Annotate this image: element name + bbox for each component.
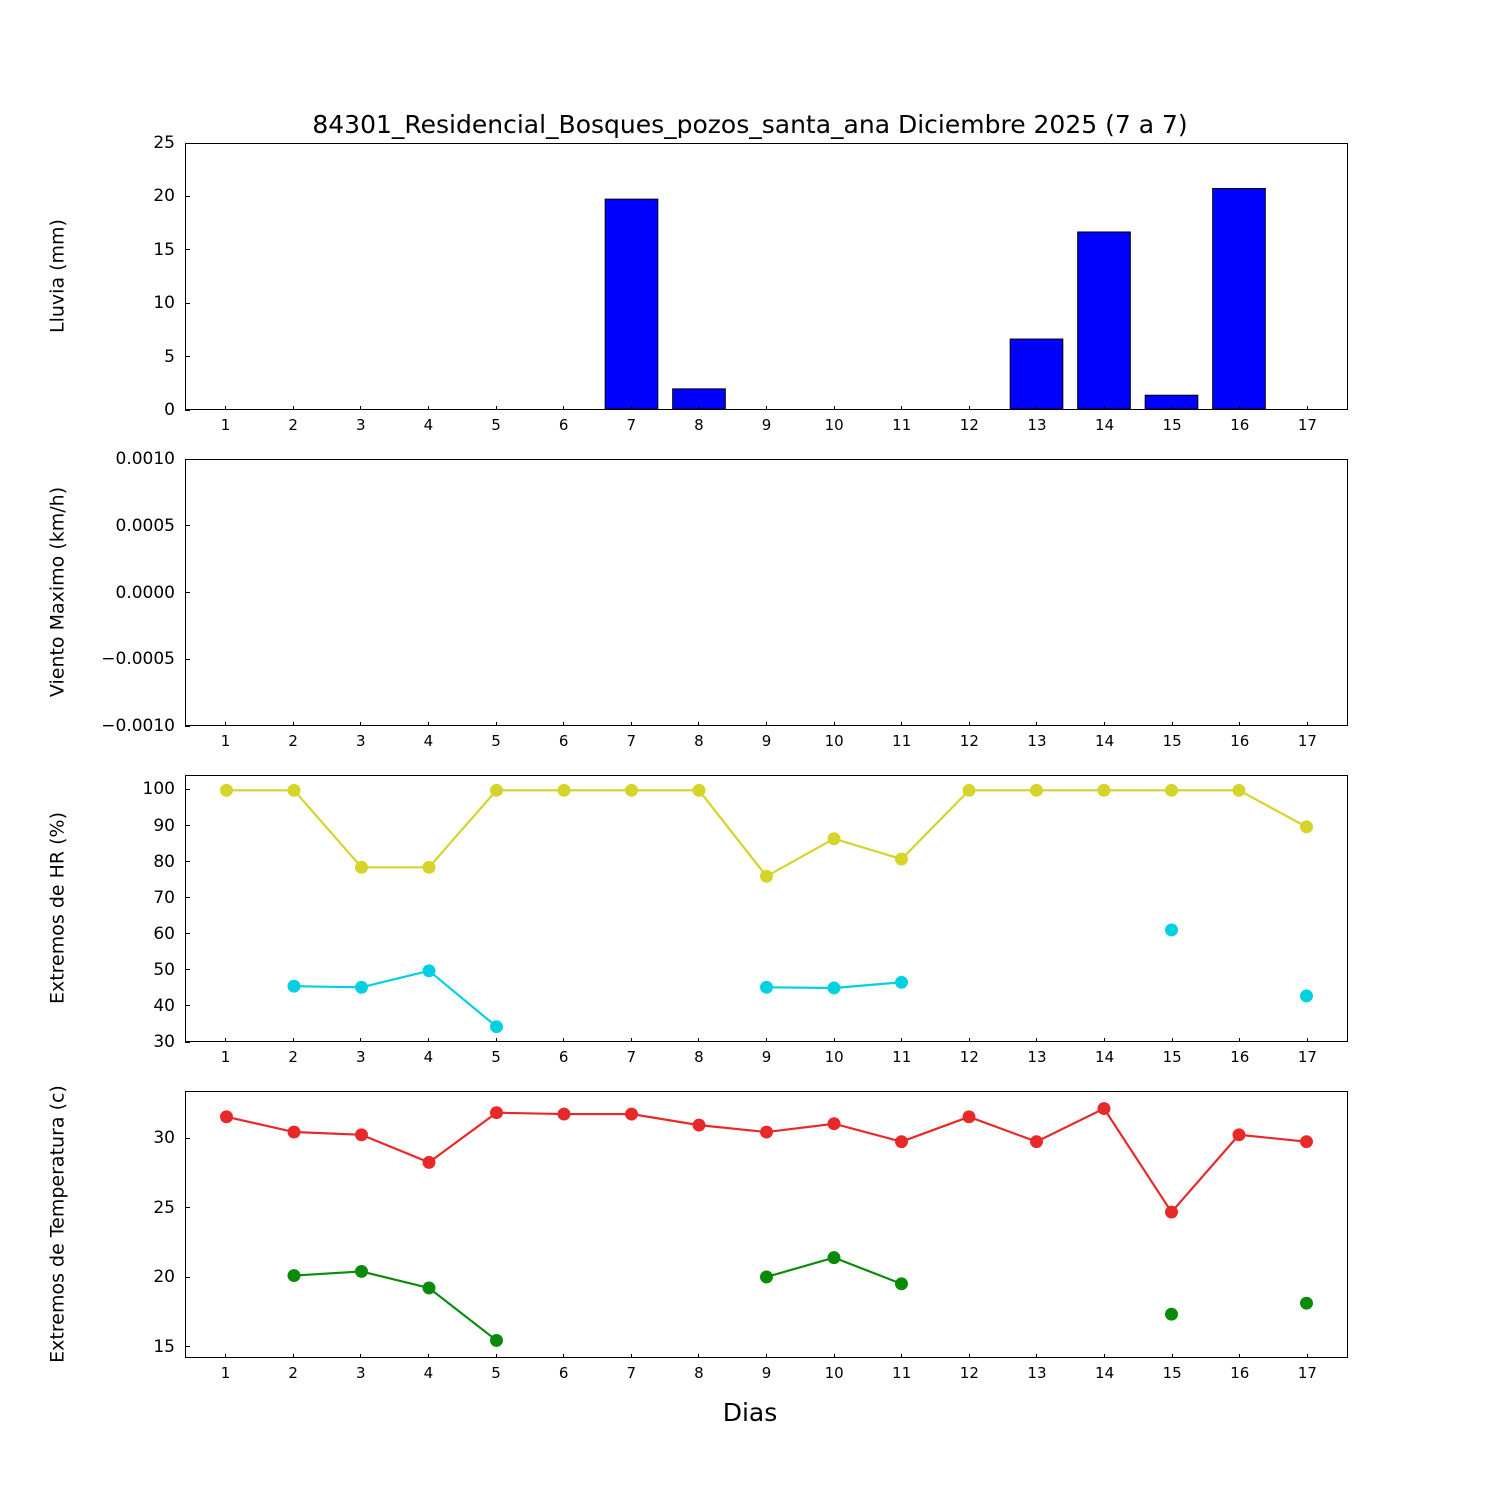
marker-temp-s0-day-15 bbox=[1166, 1206, 1178, 1218]
x-tick-label-16: 16 bbox=[1230, 1048, 1250, 1066]
x-tickmark bbox=[360, 722, 361, 726]
x-tick-label-3: 3 bbox=[356, 416, 366, 434]
x-tick-label-13: 13 bbox=[1027, 416, 1047, 434]
y-tickmark bbox=[185, 525, 190, 526]
x-tick-label-10: 10 bbox=[824, 1364, 844, 1382]
x-tickmark bbox=[969, 1038, 970, 1042]
x-tick-label-14: 14 bbox=[1095, 1364, 1115, 1382]
x-tickmark bbox=[496, 1354, 497, 1358]
y-axis-label-lluvia: Lluvia (mm) bbox=[46, 218, 68, 333]
marker-hr-s0-day-17 bbox=[1301, 821, 1313, 833]
x-tick-label-12: 12 bbox=[959, 732, 979, 750]
x-tickmark bbox=[1239, 722, 1240, 726]
y-tickmark bbox=[185, 861, 190, 862]
y-tick-label: 0.0010 bbox=[115, 449, 175, 469]
x-tickmark bbox=[969, 406, 970, 410]
x-tick-label-1: 1 bbox=[220, 732, 231, 750]
x-tickmark bbox=[1239, 406, 1240, 410]
marker-temp-s1-day-15 bbox=[1166, 1308, 1178, 1320]
x-tickmark bbox=[766, 1354, 767, 1358]
marker-hr-s1-day-5 bbox=[491, 1021, 503, 1033]
x-tick-label-6: 6 bbox=[558, 416, 569, 434]
marker-temp-s0-day-3 bbox=[356, 1129, 368, 1141]
x-tickmark bbox=[766, 406, 767, 410]
y-tickmark bbox=[185, 1042, 190, 1043]
x-tick-label-2: 2 bbox=[288, 1048, 298, 1066]
marker-hr-s0-day-11 bbox=[896, 853, 908, 865]
x-tickmark bbox=[834, 722, 835, 726]
marker-temp-s0-day-16 bbox=[1233, 1129, 1245, 1141]
x-tickmark bbox=[631, 1038, 632, 1042]
marker-hr-s0-day-13 bbox=[1031, 784, 1043, 796]
y-tickmark bbox=[185, 1277, 190, 1278]
panel-hr bbox=[185, 775, 1348, 1042]
x-tick-label-1: 1 bbox=[220, 1364, 231, 1382]
bar-day-13 bbox=[1010, 339, 1063, 409]
x-tick-label-9: 9 bbox=[761, 416, 772, 434]
y-tick-label: 30 bbox=[153, 1032, 175, 1052]
y-tickmark bbox=[185, 897, 190, 898]
x-tickmark bbox=[1104, 1354, 1105, 1358]
marker-temp-s0-day-12 bbox=[963, 1111, 975, 1123]
x-tick-label-15: 15 bbox=[1162, 732, 1182, 750]
y-tickmark bbox=[185, 825, 190, 826]
x-tickmark bbox=[1036, 722, 1037, 726]
y-tickmark bbox=[185, 969, 190, 970]
x-tick-label-3: 3 bbox=[356, 1048, 366, 1066]
x-tick-label-16: 16 bbox=[1230, 732, 1250, 750]
x-tickmark bbox=[1307, 406, 1308, 410]
x-tick-label-13: 13 bbox=[1027, 1364, 1047, 1382]
x-tickmark bbox=[901, 722, 902, 726]
marker-hr-s0-day-4 bbox=[423, 861, 435, 873]
x-tick-label-14: 14 bbox=[1095, 732, 1115, 750]
x-tickmark bbox=[1172, 1038, 1173, 1042]
x-tickmark bbox=[834, 1354, 835, 1358]
x-tickmark bbox=[1036, 1038, 1037, 1042]
x-tick-label-15: 15 bbox=[1162, 1364, 1182, 1382]
x-tickmark bbox=[563, 1354, 564, 1358]
x-tickmark bbox=[225, 722, 226, 726]
x-tick-label-17: 17 bbox=[1297, 416, 1317, 434]
y-tickmark bbox=[185, 726, 190, 727]
x-tickmark bbox=[360, 1038, 361, 1042]
x-tick-label-10: 10 bbox=[824, 1048, 844, 1066]
y-tickmark bbox=[185, 933, 190, 934]
x-tickmark bbox=[1104, 406, 1105, 410]
x-tick-label-10: 10 bbox=[824, 732, 844, 750]
marker-temp-s1-day-10 bbox=[828, 1252, 840, 1264]
marker-temp-s0-day-5 bbox=[491, 1107, 503, 1119]
x-tick-label-17: 17 bbox=[1297, 1048, 1317, 1066]
y-tick-label: 0.0005 bbox=[115, 515, 175, 536]
y-tickmark bbox=[185, 1005, 190, 1006]
y-axis-label-temperatura: Extremos de Temperatura (c) bbox=[46, 1084, 68, 1363]
x-tick-label-6: 6 bbox=[558, 732, 569, 750]
x-tickmark bbox=[631, 722, 632, 726]
marker-temp-s1-day-4 bbox=[423, 1282, 435, 1294]
y-tick-label: 25 bbox=[153, 1197, 175, 1218]
y-tick-label: −0.0010 bbox=[101, 716, 175, 736]
x-tick-label-8: 8 bbox=[694, 416, 704, 434]
x-tickmark bbox=[496, 722, 497, 726]
y-tickmark bbox=[185, 1138, 190, 1139]
x-tick-label-11: 11 bbox=[892, 416, 912, 434]
y-tick-label: 15 bbox=[153, 1336, 175, 1357]
x-tick-label-2: 2 bbox=[288, 732, 298, 750]
marker-hr-s1-day-17 bbox=[1301, 990, 1313, 1002]
y-tick-label: 10 bbox=[153, 293, 175, 314]
x-tick-label-5: 5 bbox=[491, 416, 501, 434]
marker-temp-s1-day-3 bbox=[356, 1265, 368, 1277]
x-tick-label-7: 7 bbox=[626, 416, 637, 434]
y-tickmark bbox=[185, 249, 190, 250]
x-tick-label-15: 15 bbox=[1162, 416, 1182, 434]
marker-temp-s0-day-1 bbox=[221, 1111, 233, 1123]
y-tick-label: 15 bbox=[153, 239, 175, 260]
x-tickmark bbox=[901, 406, 902, 410]
y-tick-label: 5 bbox=[164, 346, 175, 367]
x-tick-label-1: 1 bbox=[220, 1048, 231, 1066]
x-tick-label-4: 4 bbox=[423, 1048, 434, 1066]
y-tick-label: 70 bbox=[153, 887, 175, 908]
x-tick-label-14: 14 bbox=[1095, 1048, 1115, 1066]
x-tick-label-3: 3 bbox=[356, 1364, 366, 1382]
x-tick-label-7: 7 bbox=[626, 1364, 637, 1382]
marker-temp-s0-day-7 bbox=[626, 1108, 638, 1120]
marker-temp-s0-day-11 bbox=[896, 1136, 908, 1148]
x-tickmark bbox=[1172, 1354, 1173, 1358]
x-tick-label-6: 6 bbox=[558, 1048, 569, 1066]
plot-area-lluvia bbox=[186, 144, 1347, 409]
marker-hr-s0-day-3 bbox=[356, 861, 368, 873]
x-tick-label-9: 9 bbox=[761, 732, 772, 750]
x-tick-label-8: 8 bbox=[694, 1048, 704, 1066]
x-tickmark bbox=[901, 1038, 902, 1042]
x-tick-label-12: 12 bbox=[959, 1364, 979, 1382]
marker-temp-s1-day-2 bbox=[288, 1270, 300, 1282]
marker-hr-s0-day-7 bbox=[626, 784, 638, 796]
x-tickmark bbox=[1307, 722, 1308, 726]
x-tick-label-3: 3 bbox=[356, 732, 366, 750]
x-tick-label-1: 1 bbox=[220, 416, 231, 434]
y-tickmark bbox=[185, 303, 190, 304]
x-tick-label-9: 9 bbox=[761, 1364, 772, 1382]
marker-hr-s0-day-15 bbox=[1166, 784, 1178, 796]
x-tickmark bbox=[1036, 1354, 1037, 1358]
x-tickmark bbox=[563, 406, 564, 410]
x-tickmark bbox=[360, 1354, 361, 1358]
x-tickmark bbox=[293, 1354, 294, 1358]
panel-lluvia bbox=[185, 143, 1348, 410]
y-tickmark bbox=[185, 196, 190, 197]
marker-hr-s0-day-10 bbox=[828, 833, 840, 845]
x-tickmark bbox=[563, 722, 564, 726]
marker-hr-s1-day-11 bbox=[896, 976, 908, 988]
x-tickmark bbox=[1307, 1354, 1308, 1358]
marker-hr-s0-day-9 bbox=[761, 870, 773, 882]
x-tick-label-5: 5 bbox=[491, 732, 501, 750]
x-tickmark bbox=[496, 406, 497, 410]
marker-temp-s0-day-2 bbox=[288, 1126, 300, 1138]
marker-temp-s0-day-9 bbox=[761, 1126, 773, 1138]
bar-day-7 bbox=[605, 199, 658, 409]
x-tick-label-10: 10 bbox=[824, 416, 844, 434]
marker-temp-s1-day-17 bbox=[1301, 1297, 1313, 1309]
x-tick-label-4: 4 bbox=[423, 416, 434, 434]
x-tick-label-5: 5 bbox=[491, 1364, 501, 1382]
line-temp-series-0 bbox=[227, 1109, 1307, 1213]
x-tickmark bbox=[225, 1038, 226, 1042]
x-tick-label-9: 9 bbox=[761, 1048, 772, 1066]
x-axis-label: Dias bbox=[722, 1398, 778, 1427]
x-tick-label-17: 17 bbox=[1297, 732, 1317, 750]
plot-area-hr bbox=[186, 776, 1347, 1041]
bar-day-14 bbox=[1078, 232, 1131, 409]
marker-hr-s1-day-9 bbox=[761, 981, 773, 993]
x-tick-label-11: 11 bbox=[892, 732, 912, 750]
marker-temp-s1-day-5 bbox=[491, 1334, 503, 1346]
page-title: 84301_Residencial_Bosques_pozos_santa_ana Diciembre 2025 (7 a 7) bbox=[312, 110, 1188, 139]
marker-temp-s1-day-9 bbox=[761, 1271, 773, 1283]
y-tick-label: 90 bbox=[153, 815, 175, 836]
x-tick-label-11: 11 bbox=[892, 1048, 912, 1066]
x-tick-label-12: 12 bbox=[959, 416, 979, 434]
x-tickmark bbox=[698, 406, 699, 410]
x-tickmark bbox=[1239, 1354, 1240, 1358]
y-tick-label: 25 bbox=[153, 133, 175, 153]
x-tickmark bbox=[293, 1038, 294, 1042]
y-tick-label: 20 bbox=[153, 1267, 175, 1288]
marker-hr-s0-day-16 bbox=[1233, 784, 1245, 796]
x-tickmark bbox=[563, 1038, 564, 1042]
x-tickmark bbox=[834, 1038, 835, 1042]
x-tick-label-11: 11 bbox=[892, 1364, 912, 1382]
x-tickmark bbox=[969, 722, 970, 726]
marker-hr-s1-day-10 bbox=[828, 982, 840, 994]
y-tick-label: 60 bbox=[153, 923, 175, 944]
y-tickmark bbox=[185, 659, 190, 660]
x-tickmark bbox=[360, 406, 361, 410]
panel-temperatura bbox=[185, 1091, 1348, 1358]
y-tick-label: 80 bbox=[153, 851, 175, 872]
marker-temp-s0-day-6 bbox=[558, 1108, 570, 1120]
y-tickmark bbox=[185, 1346, 190, 1347]
x-tickmark bbox=[496, 1038, 497, 1042]
marker-hr-s0-day-14 bbox=[1098, 784, 1110, 796]
x-tickmark bbox=[631, 1354, 632, 1358]
x-tickmark bbox=[1239, 1038, 1240, 1042]
x-tick-label-8: 8 bbox=[694, 1364, 704, 1382]
marker-hr-s0-day-2 bbox=[288, 784, 300, 796]
plot-area-viento bbox=[186, 460, 1347, 725]
marker-hr-s1-day-3 bbox=[356, 981, 368, 993]
x-tick-label-17: 17 bbox=[1297, 1364, 1317, 1382]
x-tick-label-7: 7 bbox=[626, 732, 637, 750]
line-temp-series-1 bbox=[294, 1271, 496, 1340]
y-axis-label-hr: Extremos de HR (%) bbox=[46, 811, 68, 1004]
x-tickmark bbox=[293, 406, 294, 410]
y-tickmark bbox=[185, 459, 190, 460]
y-tick-label: 20 bbox=[153, 186, 175, 207]
y-tick-label: 30 bbox=[153, 1128, 175, 1149]
y-tick-label: −0.0005 bbox=[101, 649, 175, 670]
x-tick-label-8: 8 bbox=[694, 732, 704, 750]
x-tickmark bbox=[698, 1038, 699, 1042]
x-tickmark bbox=[428, 1354, 429, 1358]
y-tick-label: 0.0000 bbox=[115, 582, 175, 603]
x-tickmark bbox=[766, 1038, 767, 1042]
x-tickmark bbox=[1104, 722, 1105, 726]
marker-hr-s0-day-12 bbox=[963, 784, 975, 796]
y-tickmark bbox=[185, 592, 190, 593]
marker-temp-s0-day-17 bbox=[1301, 1136, 1313, 1148]
x-tick-label-6: 6 bbox=[558, 1364, 569, 1382]
x-tickmark bbox=[1104, 1038, 1105, 1042]
x-tick-label-15: 15 bbox=[1162, 1048, 1182, 1066]
y-tickmark bbox=[185, 356, 190, 357]
plot-area-temperatura bbox=[186, 1092, 1347, 1357]
x-tick-label-4: 4 bbox=[423, 1364, 434, 1382]
x-tickmark bbox=[428, 722, 429, 726]
x-tick-label-13: 13 bbox=[1027, 732, 1047, 750]
x-tickmark bbox=[293, 722, 294, 726]
x-tick-label-7: 7 bbox=[626, 1048, 637, 1066]
x-tickmark bbox=[766, 722, 767, 726]
x-tickmark bbox=[1172, 406, 1173, 410]
y-tick-label: 40 bbox=[153, 995, 175, 1016]
marker-temp-s0-day-13 bbox=[1031, 1136, 1043, 1148]
marker-temp-s0-day-4 bbox=[423, 1156, 435, 1168]
marker-temp-s0-day-10 bbox=[828, 1118, 840, 1130]
line-hr-series-1 bbox=[294, 971, 496, 1027]
y-tickmark bbox=[185, 410, 190, 411]
line-hr-series-0 bbox=[227, 790, 1307, 876]
y-tick-label: 0 bbox=[164, 400, 175, 420]
y-tickmark bbox=[185, 1207, 190, 1208]
x-tick-label-2: 2 bbox=[288, 416, 298, 434]
y-axis-label-viento: Viento Maximo (km/h) bbox=[46, 486, 68, 697]
x-tick-label-16: 16 bbox=[1230, 416, 1250, 434]
y-tick-label: 50 bbox=[153, 959, 175, 980]
y-tickmark bbox=[185, 789, 190, 790]
x-tickmark bbox=[225, 1354, 226, 1358]
x-tickmark bbox=[225, 406, 226, 410]
x-tickmark bbox=[1307, 1038, 1308, 1042]
x-tick-label-2: 2 bbox=[288, 1364, 298, 1382]
x-tickmark bbox=[428, 1038, 429, 1042]
marker-hr-s1-day-2 bbox=[288, 980, 300, 992]
x-tickmark bbox=[901, 1354, 902, 1358]
x-tick-label-13: 13 bbox=[1027, 1048, 1047, 1066]
marker-hr-s1-day-4 bbox=[423, 965, 435, 977]
marker-hr-s0-day-5 bbox=[491, 784, 503, 796]
marker-temp-s0-day-8 bbox=[693, 1119, 705, 1131]
x-tickmark bbox=[969, 1354, 970, 1358]
y-tick-label: 100 bbox=[142, 779, 175, 800]
x-tickmark bbox=[428, 406, 429, 410]
marker-hr-s0-day-8 bbox=[693, 784, 705, 796]
marker-temp-s0-day-14 bbox=[1098, 1103, 1110, 1115]
x-tickmark bbox=[698, 722, 699, 726]
x-tickmark bbox=[698, 1354, 699, 1358]
x-tickmark bbox=[1036, 406, 1037, 410]
x-tickmark bbox=[1172, 722, 1173, 726]
panel-viento bbox=[185, 459, 1348, 726]
x-tick-label-12: 12 bbox=[959, 1048, 979, 1066]
marker-hr-s0-day-6 bbox=[558, 784, 570, 796]
x-tickmark bbox=[834, 406, 835, 410]
bar-day-16 bbox=[1213, 189, 1266, 409]
marker-hr-s0-day-1 bbox=[221, 784, 233, 796]
x-tick-label-14: 14 bbox=[1095, 416, 1115, 434]
x-tick-label-4: 4 bbox=[423, 732, 434, 750]
marker-hr-s1-day-15 bbox=[1166, 924, 1178, 936]
x-tick-label-5: 5 bbox=[491, 1048, 501, 1066]
x-tickmark bbox=[631, 406, 632, 410]
y-tickmark bbox=[185, 143, 190, 144]
marker-temp-s1-day-11 bbox=[896, 1278, 908, 1290]
x-tick-label-16: 16 bbox=[1230, 1364, 1250, 1382]
